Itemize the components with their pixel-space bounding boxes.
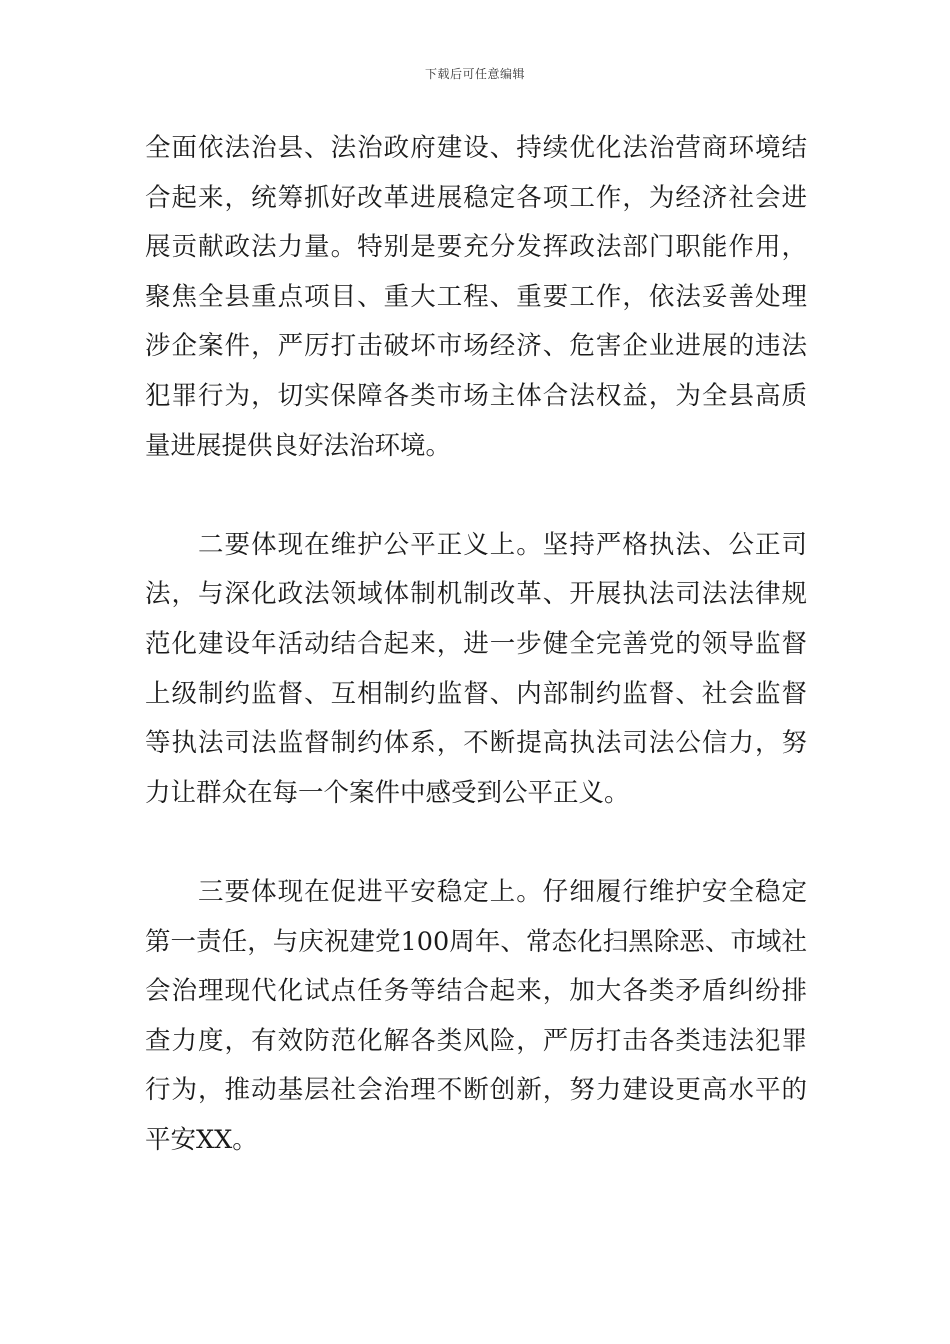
paragraph-peace-stability: 三要体现在促进平安稳定上。仔细履行维护安全稳定第一责任，与庆祝建党100周年、常态化扫黑除恶、市域社会治理现代化试点任务等结合起来，加大各类矛盾纠纷排查力度，有效防范化解各类风险，严厉打击各类违法犯罪行为，推动基层社会治理不断创新，努力建设更高水平的平安XX。 [145, 876, 807, 1155]
document-body [145, 124, 807, 1165]
page-header: 下载后可任意编辑 [424, 67, 525, 81]
paragraph-continuation: 全面依法治县、法治政府建设、持续优化法治营商环境结合起来，统筹抓好改革进展稳定各项工作，为经济社会进展贡献政法力量。特别是要充分发挥政法部门职能作用，聚焦全县重点项目、重大工程、重要工作，依法妥善处理涉企案件，严厉打击破坏市场经济、危害企业进展的违法犯罪行为，切实保障各类市场主体合法权益，为全县高质量进展提供良好法治环境。 [145, 133, 807, 461]
paragraph-fair-justice: 二要体现在维护公平正义上。坚持严格执法、公正司法，与深化政法领域体制机制改革、开展执法司法法律规范化建设年活动结合起来，进一步健全完善党的领导监督上级制约监督、互相制约监督、内部制约监督、社会监督等执法司法监督制约体系，不断提高执法司法公信力，努力让群众在每一个案件中感受到公平正义。 [145, 529, 807, 808]
